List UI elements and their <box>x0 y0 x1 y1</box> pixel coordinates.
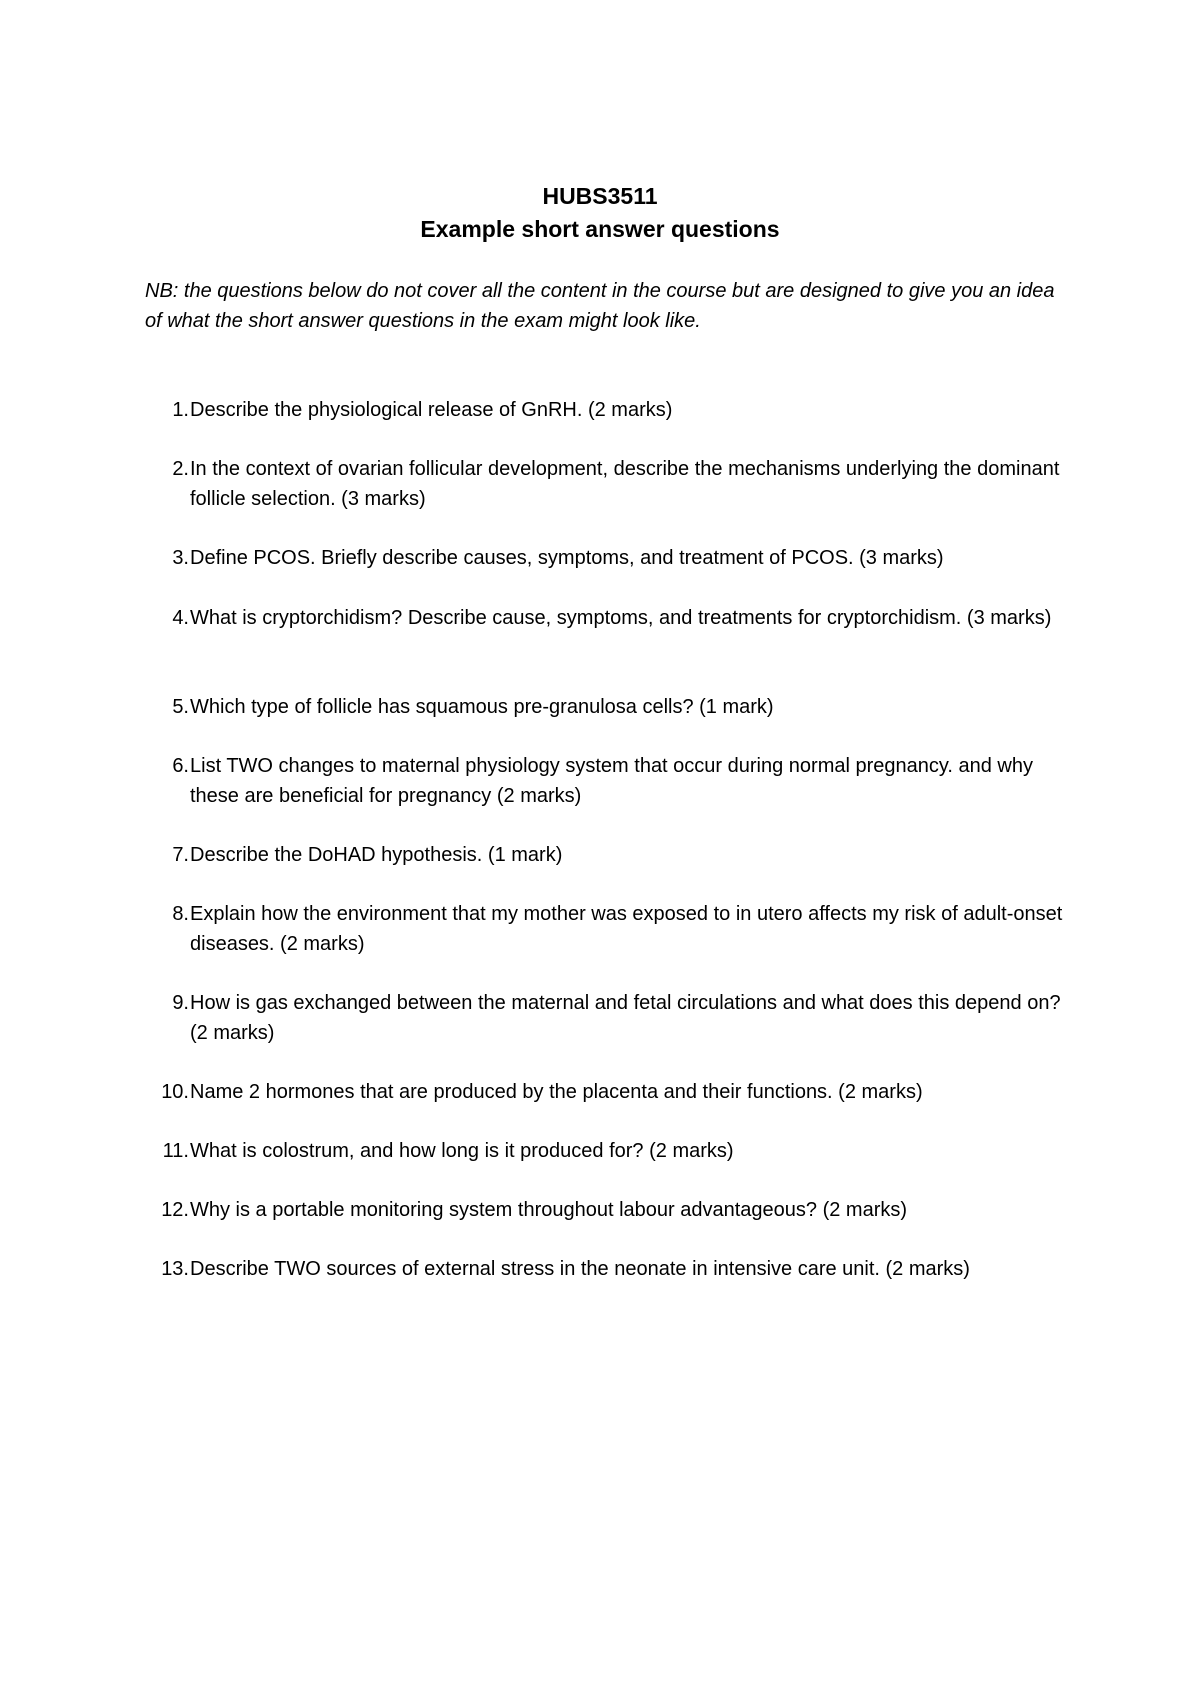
question-text: Why is a portable monitoring system throughout labour advantageous? (2 marks) <box>190 1199 908 1221</box>
question-item <box>145 1254 1075 1284</box>
question-item <box>145 1136 1075 1166</box>
question-number: 12. <box>161 1199 189 1221</box>
question-number: 7. <box>172 844 189 866</box>
course-code: HUBS3511 <box>542 183 658 209</box>
question-number: 11. <box>162 1140 189 1162</box>
question-item <box>145 899 1075 959</box>
question-text: Describe TWO sources of external stress in the neonate in intensive care unit. (2 marks) <box>190 1258 970 1280</box>
question-item <box>145 1195 1075 1225</box>
question-item <box>145 454 1075 514</box>
question-text: Explain how the environment that my mother was exposed to in utero affects my risk of adult-onset diseases. (2 marks) <box>190 903 1063 955</box>
question-number: 3. <box>172 547 189 569</box>
question-text: Describe the physiological release of GnRH. (2 marks) <box>190 399 673 421</box>
question-text: Describe the DoHAD hypothesis. (1 mark) <box>190 844 563 866</box>
question-number: 6. <box>172 755 189 777</box>
question-text: List TWO changes to maternal physiology system that occur during normal pregnancy. and why these are beneficial for pregnancy (2 marks) <box>190 755 1033 807</box>
question-number: 5. <box>172 696 189 718</box>
question-item <box>145 543 1075 573</box>
question-number: 9. <box>172 992 189 1014</box>
question-item <box>145 751 1075 811</box>
question-text: In the context of ovarian follicular development, describe the mechanisms underlying the dominant follicle selection. (3 marks) <box>190 458 1060 510</box>
document-title: Example short answer questions <box>420 216 780 242</box>
question-text: What is cryptorchidism? Describe cause, symptoms, and treatments for cryptorchidism. (3 marks) <box>190 607 1052 629</box>
question-number: 10. <box>161 1081 189 1103</box>
question-item <box>145 988 1075 1048</box>
note-paragraph: NB: the questions below do not cover all the content in the course but are designed to give you an idea of what the short answer questions in the exam might look like. <box>145 280 1055 332</box>
question-text: How is gas exchanged between the maternal and fetal circulations and what does this depend on? (2 marks) <box>190 992 1061 1044</box>
question-number: 2. <box>172 458 189 480</box>
question-number: 1. <box>172 399 189 421</box>
question-number: 13. <box>161 1258 189 1280</box>
question-item <box>145 1077 1075 1107</box>
question-text: Define PCOS. Briefly describe causes, symptoms, and treatment of PCOS. (3 marks) <box>190 547 944 569</box>
question-item <box>145 395 1075 425</box>
question-item <box>145 840 1075 870</box>
question-number: 4. <box>172 607 189 629</box>
question-text: Which type of follicle has squamous pre-granulosa cells? (1 mark) <box>190 696 774 718</box>
question-item <box>145 603 1075 633</box>
question-text: Name 2 hormones that are produced by the placenta and their functions. (2 marks) <box>190 1081 923 1103</box>
question-number: 8. <box>172 903 189 925</box>
question-item <box>145 692 1075 722</box>
question-text: What is colostrum, and how long is it produced for? (2 marks) <box>190 1140 734 1162</box>
